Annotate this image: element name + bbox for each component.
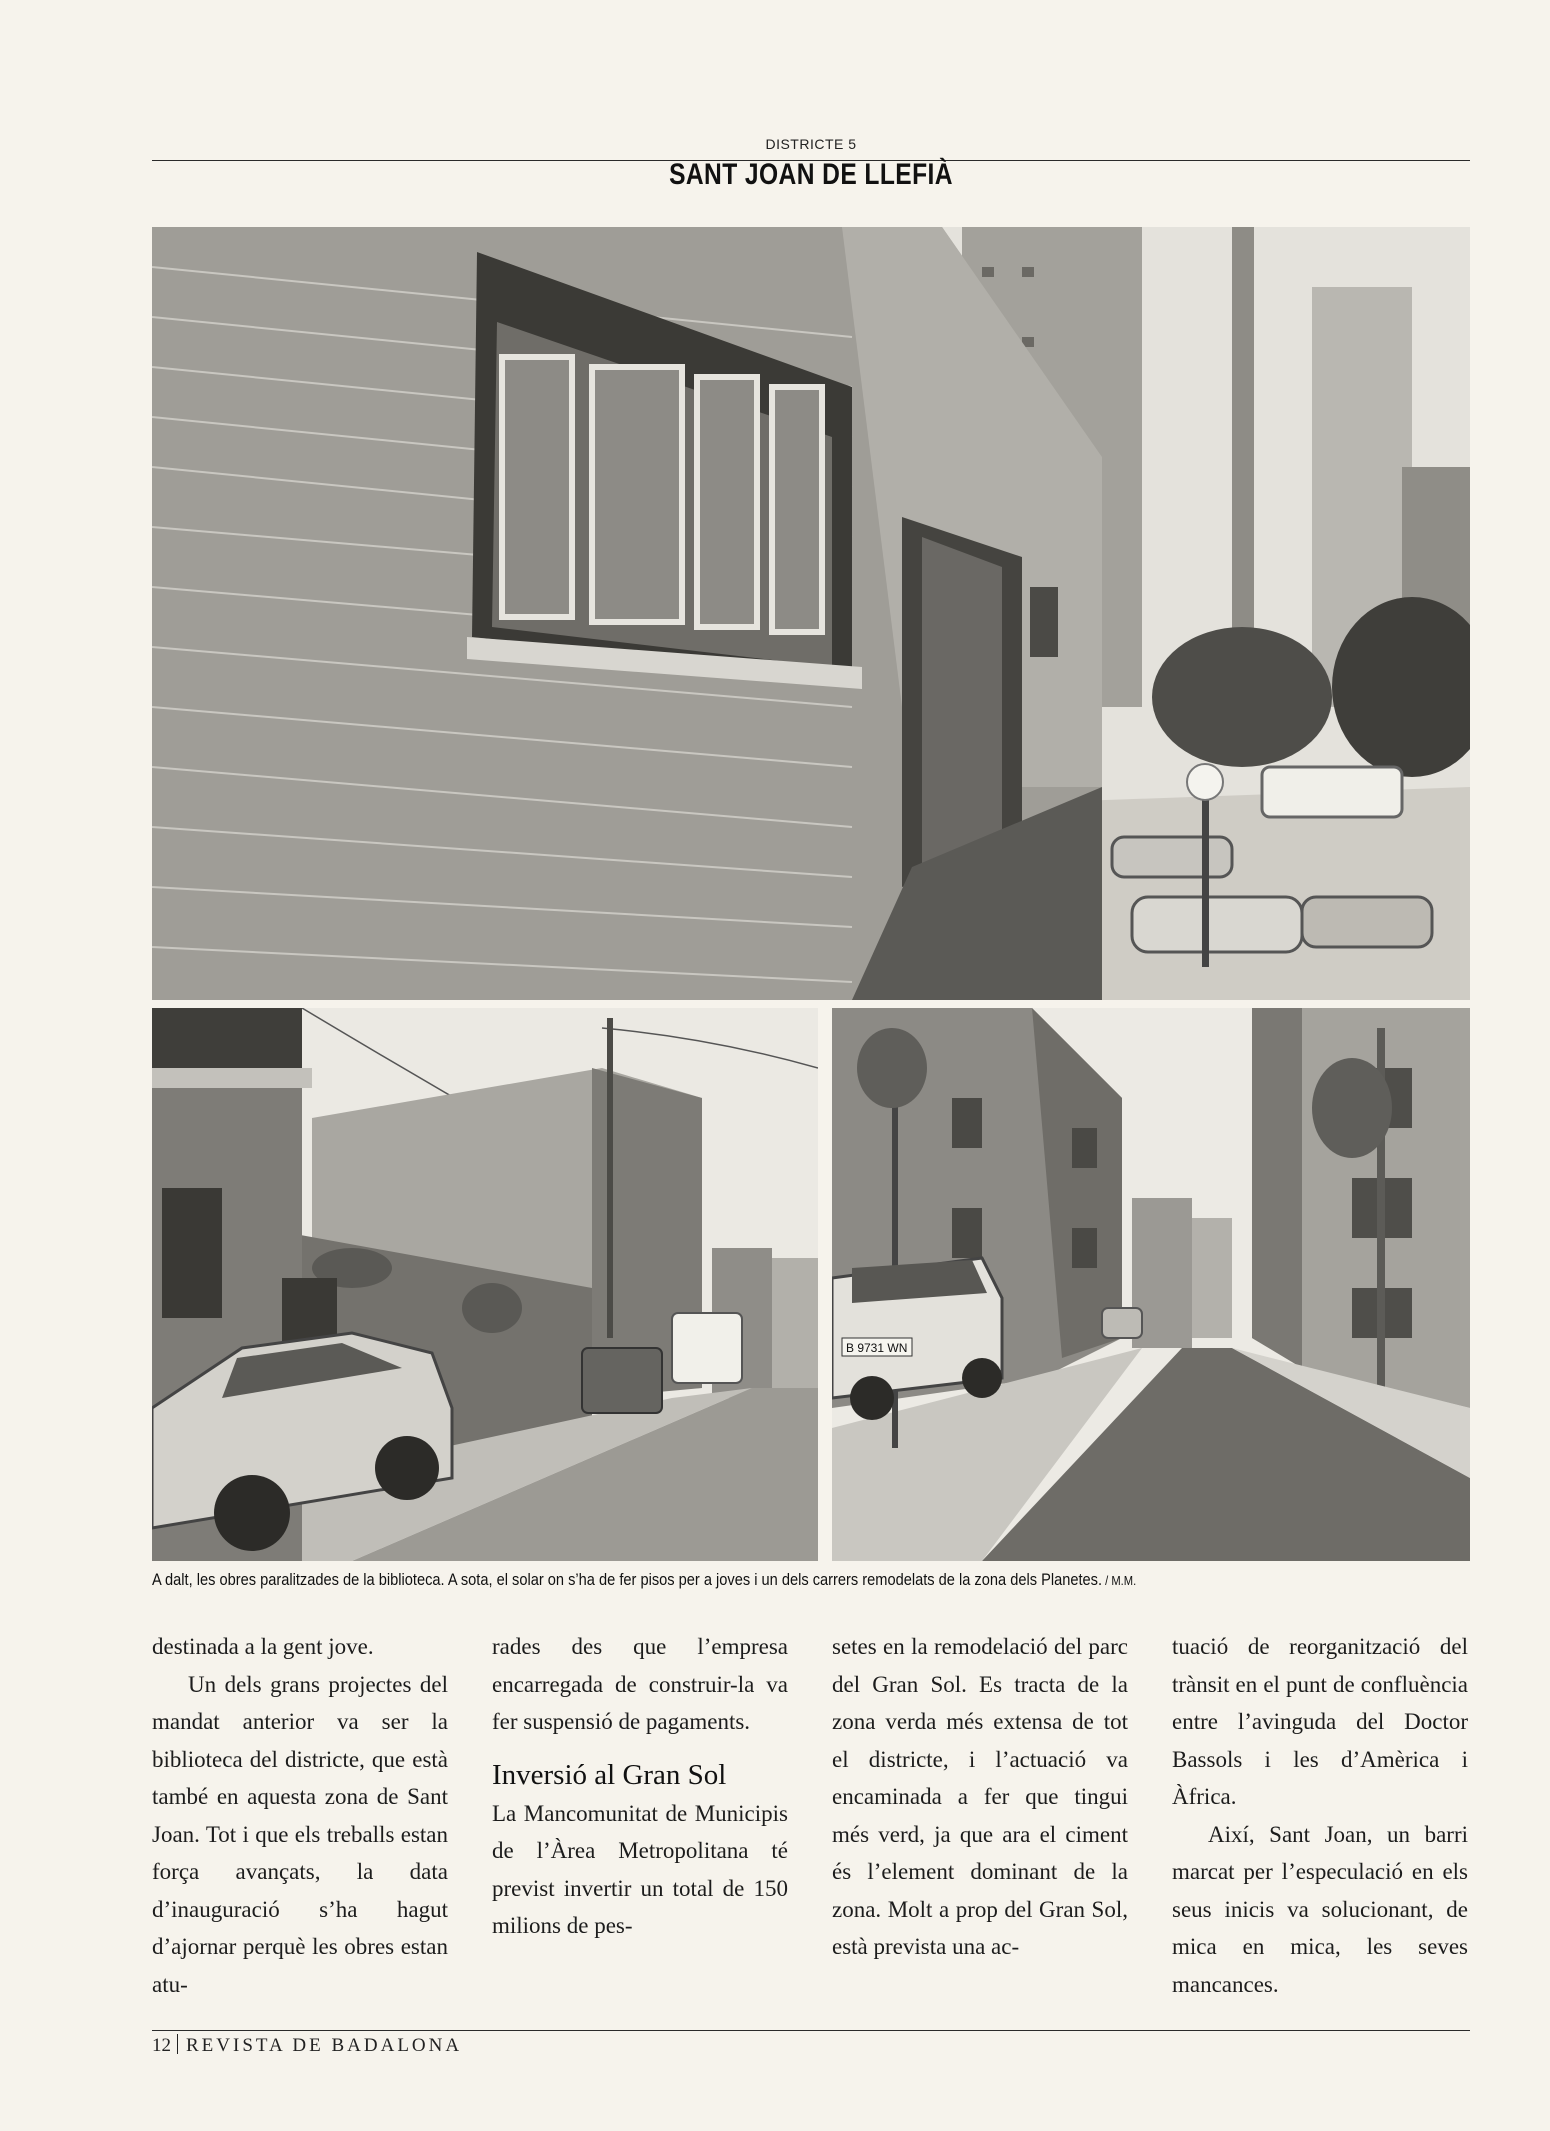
photo-planetes-street [832,1008,1470,1561]
photo-credit: / M.M. [1102,1573,1137,1588]
publication-name: REVISTA DE BADALONA [186,2035,463,2056]
section-heading: Inversió al Gran Sol [492,1758,727,1791]
tree-lined-street-icon [832,1008,1470,1561]
article-column-4 [1172,1628,1468,2003]
paragraph: Un dels grans projectes del mandat anterior va ser la biblioteca del districte, que està també en aquesta zona de Sant Joan. Tot i que els treballs estan força avançats, la data d’inauguració s’ha hagut d’ajornar perquè les obres estan atu- [152,1671,448,1997]
footer-divider [177,2034,178,2054]
license-plate: B 9731 WN [846,1341,908,1355]
paragraph: tuació de reorganització del trànsit en el punt de confluència entre l’avinguda del Doctor Bassols i les d’Amèrica i Àfrica. [1172,1634,1468,1809]
paragraph: Així, Sant Joan, un barri marcat per l’especulació en els seus inicis va solucionant, de mica en mica, les seves mancances. [1172,1821,1468,1997]
article-column-1 [152,1628,448,2003]
paragraph: rades des que l’empresa encarregada de construir-la va fer suspensió de pagaments. [492,1634,788,1734]
vacant-lot-street-icon [152,1008,818,1561]
paragraph: setes en la remodelació del parc del Gran Sol. Es tracta de la zona verda més extensa de tot el districte, i l’actuació va encaminada a fer que tingui més verd, ja que ara el ciment és l’element dominant de la zona. Molt a prop del Gran Sol, està prevista una ac- [832,1634,1128,1959]
page-number: 12 [152,2035,171,2056]
library-building-icon [152,227,1470,1000]
caption-text: A dalt, les obres paralitzades de la biblioteca. A sota, el solar on s’ha de fer pisos per a joves i un dels carrers remodelats de la zona dels Planetes. [152,1570,1103,1589]
photo-vacant-lot [152,1008,818,1561]
paragraph: La Mancomunitat de Municipis de l’Àrea Metropolitana té previst invertir un total de 150 milions de pes- [492,1800,788,1938]
page-title: SANT JOAN DE LLEFIÀ [669,158,953,191]
section-kicker: DISTRICTE 5 [765,136,857,152]
article-column-2 [492,1628,788,1945]
article-column-3 [832,1628,1128,1966]
photo-library-works [152,227,1470,1000]
photo-caption [152,1570,1285,1590]
footer-rule [152,2030,1470,2031]
paragraph: destinada a la gent jove. [152,1634,374,1659]
page-footer [152,2034,462,2057]
